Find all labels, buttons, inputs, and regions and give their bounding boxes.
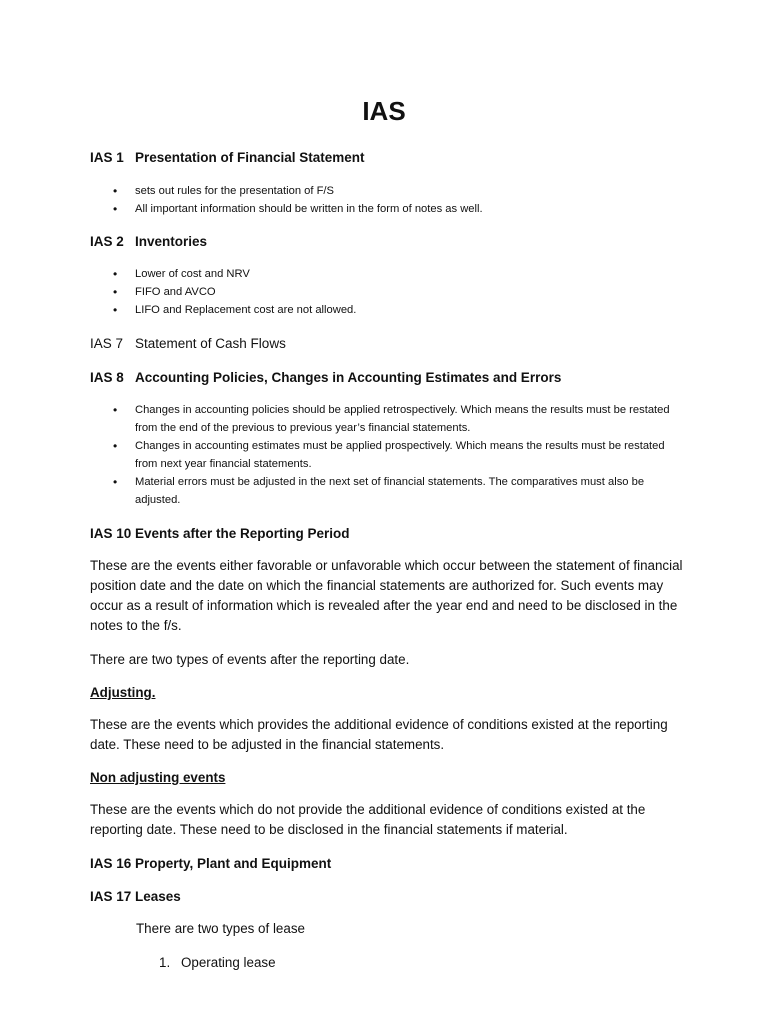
adjusting-heading: Adjusting. bbox=[90, 685, 156, 700]
section-title: Events after the Reporting Period bbox=[135, 526, 350, 541]
adjusting-text: These are the events which provides the additional evidence of conditions existed at the reporting date. These need to be adjusted in the financial statements. bbox=[90, 717, 668, 752]
list-item-text: Operating lease bbox=[181, 955, 276, 970]
section-heading-ias8 bbox=[90, 370, 561, 385]
section-heading-ias10 bbox=[90, 526, 350, 541]
section-heading-ias7 bbox=[90, 336, 286, 351]
list-item: • All important information should be written in the form of notes as well. bbox=[113, 200, 673, 218]
bullet-list-ias1 bbox=[113, 182, 673, 218]
list-item: • Changes in accounting estimates must be applied prospectively. Which means the results must be restated from next year financial statements. bbox=[113, 437, 673, 473]
section-number: IAS 10 bbox=[90, 526, 132, 541]
section-number: IAS 17 bbox=[90, 889, 132, 904]
section-title: Statement of Cash Flows bbox=[135, 336, 286, 351]
non-adjusting-text: These are the events which do not provide the additional evidence of conditions existed at the reporting date. These need to be disclosed in the financial statements if material. bbox=[90, 802, 646, 837]
list-number: 1. bbox=[159, 955, 171, 970]
list-item: • FIFO and AVCO bbox=[113, 283, 673, 301]
ias10-types-intro: There are two types of events after the reporting date. bbox=[90, 652, 410, 667]
list-item: • sets out rules for the presentation of F/S bbox=[113, 182, 673, 200]
section-number: IAS 7 bbox=[90, 336, 124, 351]
section-title: Leases bbox=[135, 889, 181, 904]
section-number: IAS 16 bbox=[90, 856, 132, 871]
lease-types-intro: There are two types of lease bbox=[136, 921, 305, 936]
list-item: • LIFO and Replacement cost are not allowed. bbox=[113, 301, 673, 319]
non-adjusting-heading: Non adjusting events bbox=[90, 770, 226, 785]
numbered-list-item bbox=[159, 955, 276, 970]
page-title: IAS bbox=[362, 96, 406, 126]
section-heading-ias2 bbox=[90, 234, 207, 249]
list-item: • Material errors must be adjusted in the next set of financial statements. The comparatives must also be adjusted. bbox=[113, 473, 673, 509]
section-number: IAS 1 bbox=[90, 150, 124, 165]
section-number: IAS 8 bbox=[90, 370, 124, 385]
section-title: Presentation of Financial Statement bbox=[135, 150, 365, 165]
section-heading-ias17 bbox=[90, 889, 181, 904]
list-item: • Lower of cost and NRV bbox=[113, 265, 673, 283]
ias10-description: These are the events either favorable or unfavorable which occur between the statement of financial position date and the date on which the financial statements are authorized for. Such events may occur as a result of information which is revealed after the year end and need to be disclosed in the notes to the f/s. bbox=[90, 558, 683, 633]
section-heading-ias1 bbox=[90, 150, 365, 165]
bullet-list-ias2 bbox=[113, 265, 673, 319]
section-number: IAS 2 bbox=[90, 234, 124, 249]
section-heading-ias16 bbox=[90, 856, 331, 871]
section-title: Accounting Policies, Changes in Accounting Estimates and Errors bbox=[135, 370, 562, 385]
section-title: Inventories bbox=[135, 234, 208, 249]
list-item: • Changes in accounting policies should be applied retrospectively. Which means the results must be restated from the end of the previous to previous year’s financial statements. bbox=[113, 401, 673, 437]
bullet-list-ias8 bbox=[113, 401, 673, 509]
section-title: Property, Plant and Equipment bbox=[135, 856, 332, 871]
